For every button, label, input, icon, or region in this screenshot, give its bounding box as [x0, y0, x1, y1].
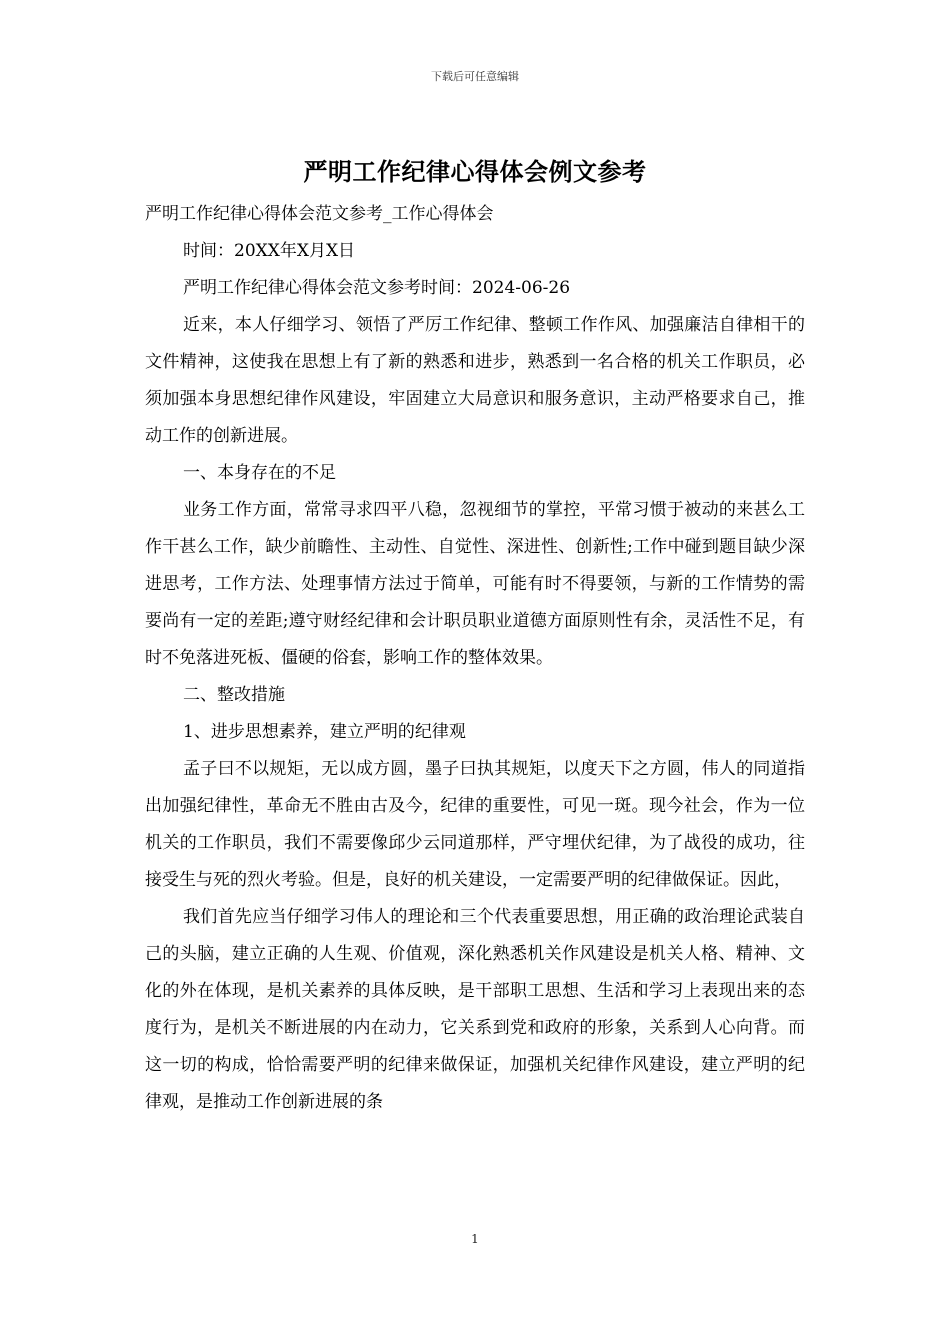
- page-number: 1: [471, 1232, 479, 1246]
- study-paragraph: 我们首先应当仔细学习伟人的理论和三个代表重要思想，用正确的政治理论武装自己的头脑，建立正确的人生观、价值观，深化熟悉机关作风建设是机关人格、精神、文化的外在体现，是机关素养的具体反映，是干部职工思想、生活和学习上表现出来的态度行为，是机关不断进展的内在动力，它关系到党和政府的形象，关系到人心向背。而这一切的构成，恰恰需要严明的纪律来做保证，加强机关纪律作风建设，建立严明的纪律观，是推动工作创新进展的条: [145, 907, 805, 1112]
- header-note: 下载后可任意编辑: [431, 70, 519, 83]
- subsection-heading-1: 1、进步思想素养，建立严明的纪律观: [183, 722, 466, 742]
- subtitle-line: 严明工作纪律心得体会范文参考_工作心得体会: [145, 204, 494, 224]
- discipline-paragraph: 孟子曰不以规矩，无以成方圆，墨子曰执其规矩，以度天下之方圆，伟人的同道指出加强纪律性，革命无不胜由古及今，纪律的重要性，可见一斑。现今社会，作为一位机关的工作职员，我们不需要像邱少云同道那样，严守埋伏纪律，为了战役的成功，往接受生与死的烈火考验。但是，良好的机关建设，一定需要严明的纪律做保证。因此，: [145, 759, 805, 890]
- section-heading-measures: 二、整改措施: [183, 685, 285, 705]
- section-heading-shortcomings: 一、本身存在的不足: [183, 463, 336, 483]
- document-title: 严明工作纪律心得体会例文参考: [303, 157, 647, 186]
- reference-time-line: 严明工作纪律心得体会范文参考时间：2024-06-26: [183, 278, 571, 298]
- date-line: 时间：20XX年X月X日: [183, 241, 356, 261]
- intro-paragraph: 近来，本人仔细学习、领悟了严厉工作纪律、整顿工作作风、加强廉洁自律相干的文件精神，这使我在思想上有了新的熟悉和进步，熟悉到一名合格的机关工作职员，必须加强本身思想纪律作风建设，牢固建立大局意识和服务意识，主动严格要求自己，推动工作的创新进展。: [145, 315, 805, 446]
- document-body: [145, 196, 805, 1121]
- shortcomings-paragraph: 业务工作方面，常常寻求四平八稳，忽视细节的掌控，平常习惯于被动的来甚么工作干甚么工作，缺少前瞻性、主动性、自觉性、深进性、创新性;工作中碰到题目缺少深进思考，工作方法、处理事情方法过于简单，可能有时不得要领，与新的工作情势的需要尚有一定的差距;遵守财经纪律和会计职员职业道德方面原则性有余，灵活性不足，有时不免落进死板、僵硬的俗套，影响工作的整体效果。: [145, 500, 805, 668]
